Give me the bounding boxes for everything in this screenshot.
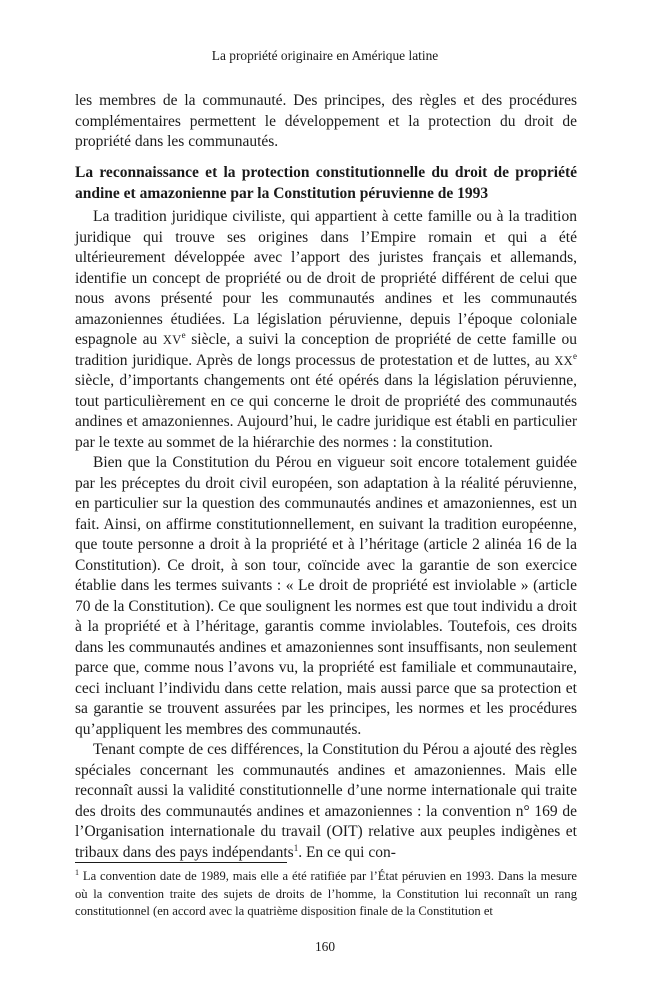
paragraph-3-text: Tenant compte de ces différences, la Constitution du Pérou a ajouté des règles spéciales concernant les communautés andines et amazoniennes. Mais elle reconnaît aussi la validité constitutionnelle d’une norme internationale qui traite des droits des communautés andines et amazoniennes : la convention n° 169 de l’Organisation internationale du travail (OIT) relative aux peuples indigènes et tribaux dans des pays indépendants: [75, 741, 577, 861]
paragraph-1: [75, 207, 577, 453]
paragraph-1-part-1: La tradition juridique civiliste, qui appartient à cette famille ou à la tradition juridique qui trouve ses origines dans l’Empire romain et qui a été ultérieurement développée avec l’apport des juristes français et allemands, identifie un concept de propriété ou de droit de propriété différent de celui que nous avons présenté pour les communautés andines et les communautés amazoniennes étudiées. La législation péruvienne, depuis l’époque coloniale espagnole au: [75, 208, 577, 348]
century-xv: XV: [162, 333, 182, 347]
paragraph-2: Bien que la Constitution du Pérou en vigueur soit encore totalement guidée par les préceptes du droit civil européen, son adaptation à la réalité péruvienne, en particulier sur la question des communautés andines et amazoniennes, est un fait. Ainsi, on affirme constitutionnellement, en suivant la tradition européenne, que toute personne a droit à la propriété et à l’héritage (article 2 alinéa 16 de la Constitution). Ce droit, à son tour, coïncide avec la garantie de son exercice établie dans les termes suivants : « Le droit de propriété est inviolable » (article 70 de la Constitution). Ce que soulignent les normes est que tout individu a droit à la propriété et à l’héritage, garantis comme inviolables. Toutefois, ces droits dans les communautés andines et amazoniennes sont insuffisants, non seulement parce que, comme nous l’avons vu, la propriété est familiale et communautaire, ceci incluant l’individu dans cette relation, mais aussi parce que sa protection et sa garantie se trouvent assurées par les principes, les normes et les procédures qu’appliquent les membres des communautés.: [75, 454, 577, 738]
century-xx: XX: [554, 353, 573, 368]
footnote-reference-1[interactable]: 1: [293, 842, 299, 853]
paragraph-1-part-2: siècle, a suivi la conception de propriété de cette famille ou tradition juridique. Après de longs processus de protestation et de luttes, au: [75, 331, 577, 369]
footnote-number: 1: [75, 868, 79, 877]
century-xv-superscript: e: [181, 330, 186, 340]
intro-text: les membres de la communauté. Des principes, des règles et des procédures complémentaires permettent le développement et la protection du droit de propriété dans les communautés.: [75, 92, 577, 150]
footnote-text: La convention date de 1989, mais elle a été ratifiée par l’État péruvien en 1993. Dans la mesure où la convention traite des sujets de droits de l’homme, la Constitution lui reconnaît un rang constitutionnel (en accord avec la quatrième disposition finale de la Constitution et: [75, 869, 577, 918]
footnote-1: [75, 868, 577, 921]
page-number: 160: [314, 939, 336, 954]
body-text: [75, 207, 577, 863]
footnote-divider: [75, 862, 287, 863]
century-xx-superscript: e: [573, 350, 577, 361]
paragraph-3-tail: . En ce qui con-: [298, 843, 396, 861]
section-heading: La reconnaissance et la protection constitutionnelle du droit de propriété andine et amazonienne par la Constitution péruvienne de 1993: [75, 164, 577, 202]
paragraph-1-part-3: siècle, d’importants changements ont été opérés dans la législation péruvienne, tout particulièrement en ce qui concerne le droit de propriété des communautés andines et amazoniennes. Aujourd’hui, le cadre juridique est établi en particulier par le texte au sommet de la hiérarchie des normes : la constitution.: [75, 372, 577, 451]
running-header: La propriété originaire en Amérique latine: [211, 48, 439, 63]
intro-paragraph: [75, 91, 577, 153]
paragraph-3: [75, 740, 577, 863]
